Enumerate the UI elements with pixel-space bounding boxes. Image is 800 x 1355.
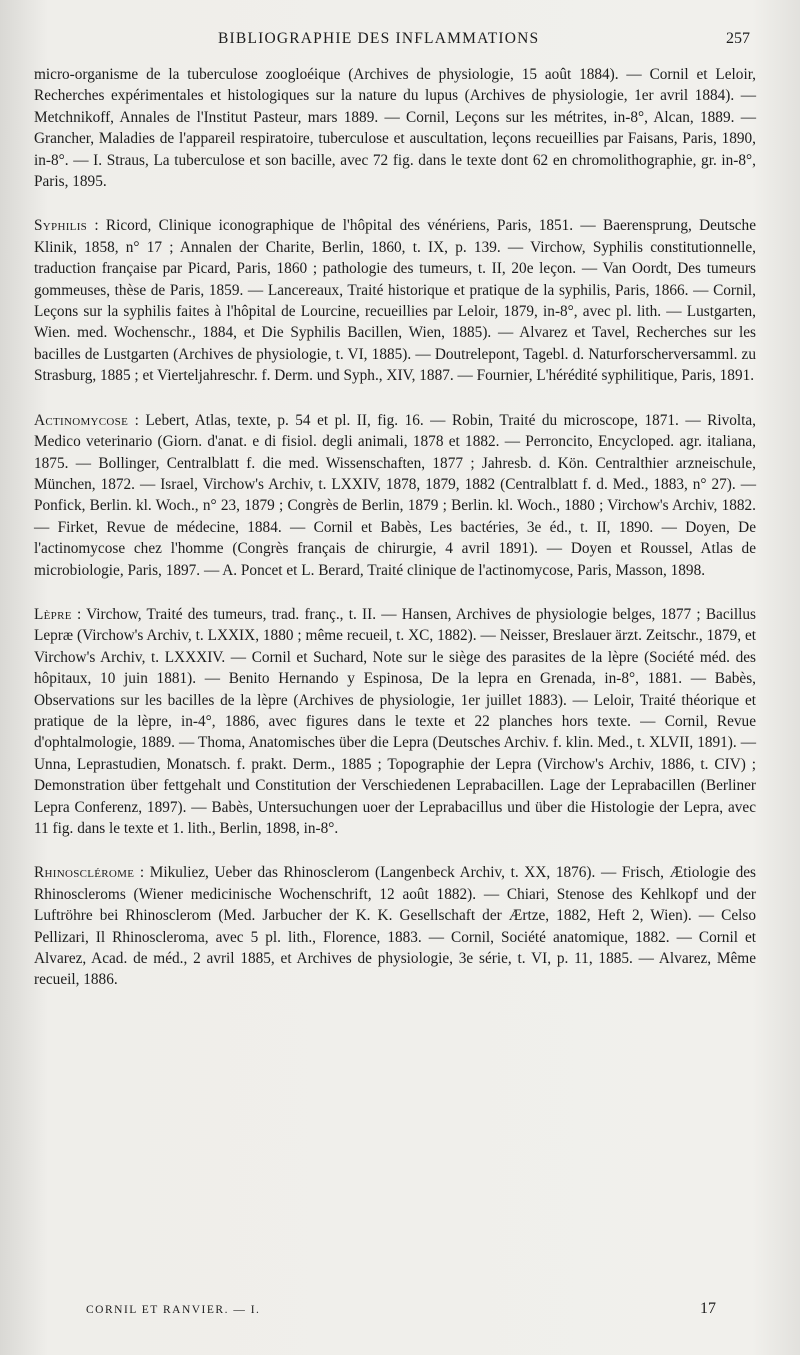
entry-heading: Lèpre (34, 605, 72, 623)
entry-text: : Ricord, Clinique iconographique de l'hôpital des vénériens, Paris, 1851. — Baerensprung, Deutsche Klinik, 1858, n° 17 ; Annalen der Charite, Berlin, 1860, t. IX, p. 139. — Virchow, Syphilis constitutionnelle, traduction française par Picard, Paris, 1860 ; pathologie des tumeurs, t. II, 20e leçon. — Van Oordt, Des tumeurs gommeuses, thèse de Paris, 1859. — Lancereaux, Traité historique et pratique de la syphilis, Paris, 1866. — Cornil, Leçons sur la syphilis faites à l'hôpital de Lourcine, recueillies par Leloir, 1879, in-8°, avec pl. lith. — Lustgarten, Wien. med. Wochenschr., 1884, et Die Syphilis Bacillen, Wien, 1885). — Alvarez et Tavel, Recherches sur les bacilles de Lustgarten (Archives de physiologie, t. VI, 1885). — Doutrelepont, Tagebl. d. Naturforscherversamml. zu Strasburg, 1885 ; et Vierteljahreschr. f. Derm. und Syph., XIV, 1887. — Fournier, L'hérédité syphilitique, Paris, 1891. (34, 217, 756, 385)
page-number: 257 (726, 30, 750, 47)
entry-text: micro-organisme de la tuberculose zoogloéique (Archives de physiologie, 15 août 1884). — Cornil et Leloir, Recherches expérimentales et histologiques sur la nature du lupus (Archives de physiologie, 1er avril 1884). — Metchnikoff, Annales de l'Institut Pasteur, mars 1889. — Cornil, Leçons sur les métrites, in-8°, Alcan, 1889. — Grancher, Maladies de l'appareil respiratoire, tuberculose et auscultation, leçons recueillies par Faisans, Paris, 1890, in-8°. — I. Straus, La tuberculose et son bacille, avec 72 fig. dans le texte dont 62 en chromolithographie, gr. in-8°, Paris, 1895. (34, 66, 756, 191)
bibliography-body (34, 64, 756, 991)
printer-signature: CORNIL ET RANVIER. — I. (86, 1304, 261, 1316)
bibliography-entry-syphilis (34, 215, 756, 386)
bibliography-entry-lepre (34, 604, 756, 839)
page-footer (0, 1300, 800, 1324)
sheet-number: 17 (700, 1300, 716, 1317)
entry-text: : Virchow, Traité des tumeurs, trad. franç., t. II. — Hansen, Archives de physiologie belges, 1877 ; Bacillus Lepræ (Virchow's Archiv, t. LXXIX, 1880 ; même recueil, t. XC, 1882). — Neisser, Breslauer ärzt. Zeitschr., 1879, et Virchow's Archiv, t. LXXXIV. — Cornil et Suchard, Note sur le siège des parasites de la lèpre (Société méd. des hôpitaux, 10 juin 1881). — Benito Hernando y Espinosa, De la lepra en Grenada, in-8°, 1881. — Babès, Observations sur les bacilles de la lèpre (Archives de physiologie, 1er juillet 1883). — Leloir, Traité théorique et pratique de la lèpre, in-4°, 1886, avec figures dans le texte et 22 planches hors texte. — Cornil, Revue d'ophtalmologie, 1889. — Thoma, Anatomisches über die Lepra (Deutsches Archiv. f. klin. Med., t. XLVII, 1891). — Unna, Leprastudien, Monatsch. f. prakt. Derm., 1885 ; Topographie der Lepra (Virchow's Archiv, 1886, t. CIV) ; Demonstration über fettgehalt und Constitution der Verschiedenen Leprabacillen. Lage der Leprabacillen (Berliner Lepra Conferenz, 1897). — Babès, Untersuchungen uoer der Leprabacillus und über die Histologie der Lepra, avec 11 fig. dans le texte et 1. lith., Berlin, 1898, in-8°. (34, 605, 756, 837)
entry-heading: Rhinosclérome (34, 864, 135, 882)
bibliography-entry-rhinosclerome (34, 862, 756, 990)
entry-heading: Actinomycose (34, 411, 129, 429)
entry-text: : Lebert, Atlas, texte, p. 54 et pl. II, fig. 16. — Robin, Traité du microscope, 1871. — Rivolta, Medico veterinario (Giorn. d'anat. e di fisiol. degli animali, 1878 et 1882. — Perroncito, Encycloped. agr. italiana, 1875. — Bollinger, Centralblatt f. die med. Wissenschaften, 1877 ; Jahresb. d. Kön. Centralthier arzneischule, München, 1872. — Israel, Virchow's Archiv, t. LXXIV, 1878, 1879, 1882 (Centralblatt f. d. Med., 1883, n° 27). — Ponfick, Berlin. kl. Woch., n° 23, 1879 ; Congrès de Berlin, 1879 ; Berlin. kl. Woch., 1880 ; Virchow's Archiv, 1882. — Firket, Revue de médecine, 1884. — Cornil et Babès, Les bactéries, 3e éd., t. II, 1890. — Doyen, De l'actinomycose chez l'homme (Congrès français de chirurgie, 4 avril 1891). — Doyen et Roussel, Atlas de microbiologie, Paris, 1897. — A. Poncet et L. Berard, Traité clinique de l'actinomycose, Paris, Masson, 1898. (34, 411, 756, 579)
bibliography-entry-tuberculose-continued (34, 64, 756, 192)
running-title: BIBLIOGRAPHIE DES INFLAMMATIONS (218, 30, 540, 47)
entry-heading: Syphilis (34, 217, 88, 235)
page-header (0, 30, 800, 56)
entry-text: : Mikuliez, Ueber das Rhinosclerom (Langenbeck Archiv, t. XX, 1876). — Frisch, Ætiologie des Rhinoscleroms (Wiener medicinische Wochenschrift, 12 août 1882). — Chiari, Stenose des Kehlkopf und der Luftröhre bei Rhinosclerom (Med. Jarbucher der K. K. Gesellschaft der Ærtze, 1882, Heft 2, Wien). — Celso Pellizari, Il Rhinoscleroma, avec 5 pl. lith., Florence, 1883. — Cornil, Société anatomique, 1882. — Cornil et Alvarez, Acad. de méd., 2 avril 1885, et Archives de physiologie, 3e série, t. VI, p. 11, 1885. — Alvarez, Même recueil, 1886. (34, 864, 756, 989)
bibliography-entry-actinomycose (34, 410, 756, 581)
